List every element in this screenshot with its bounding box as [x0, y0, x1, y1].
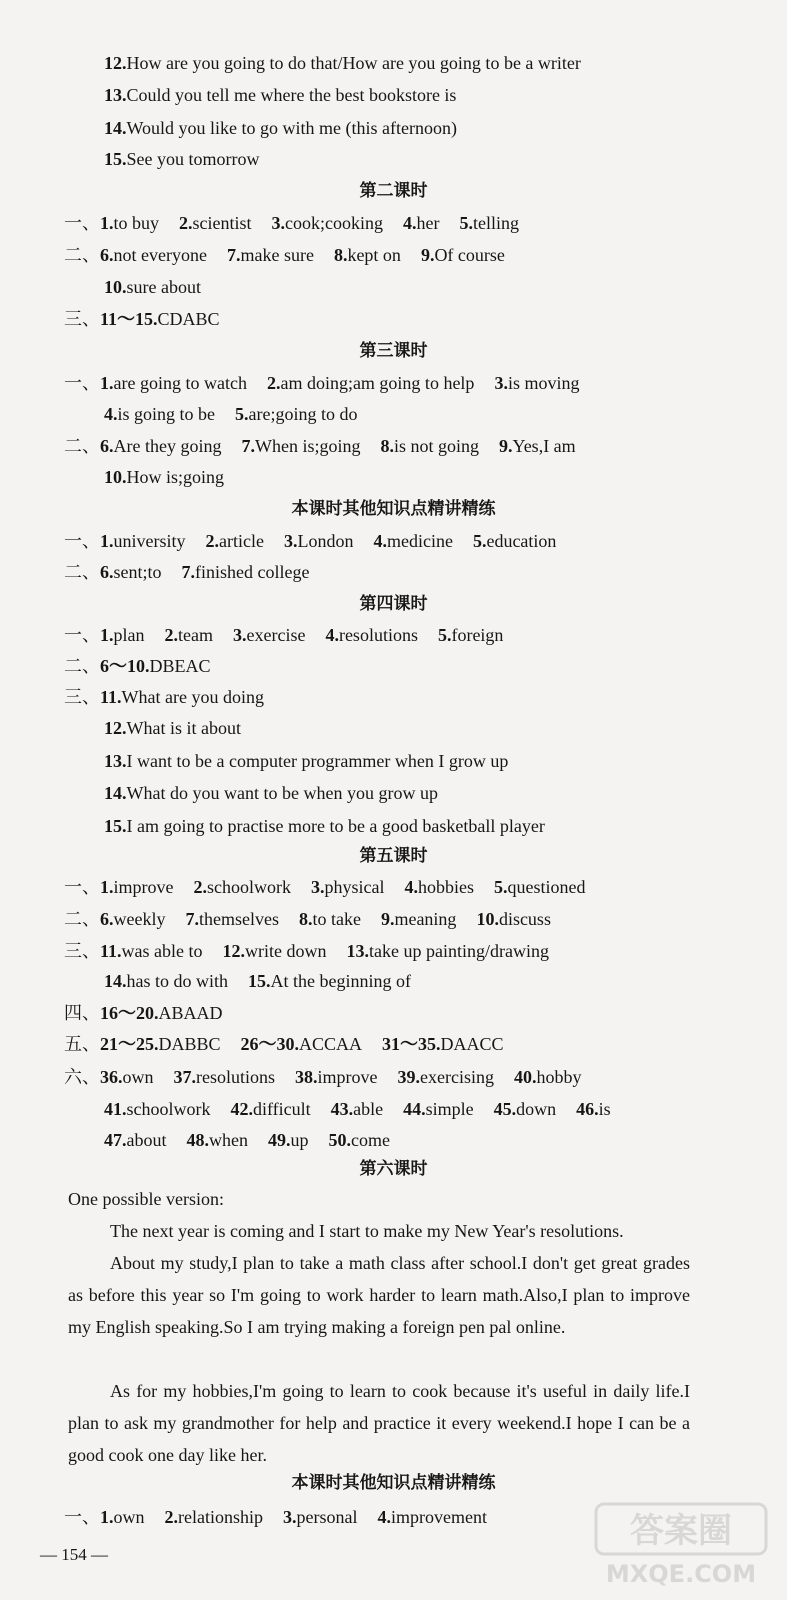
item-number: 12. [104, 718, 127, 738]
answer-text: What do you want to be when you grow up [126, 783, 438, 803]
answer-line [104, 750, 508, 772]
section-prefix: 二、 [64, 436, 100, 456]
section-prefix: 六、 [64, 1067, 100, 1087]
item-number: 8. [333, 245, 348, 265]
item-number: 13. [104, 85, 127, 105]
answer-line [64, 655, 211, 677]
answer-text: themselves [198, 909, 279, 929]
answer-line [64, 686, 264, 708]
answer-text: up [290, 1130, 309, 1150]
answer-text: own [113, 1507, 145, 1527]
answer-line [104, 52, 581, 74]
answer-text: difficult [253, 1099, 311, 1119]
heading-lesson-2: 第二课时 [359, 181, 428, 201]
answer-line [64, 876, 586, 898]
section-prefix: 二、 [64, 656, 100, 676]
item-number: 9. [380, 909, 395, 929]
item-number: 15. [104, 816, 127, 836]
item-number: 11. [100, 687, 122, 707]
answer-line [104, 1129, 390, 1151]
answer-text: discuss [498, 909, 551, 929]
item-number: 6. [100, 436, 114, 456]
answer-text: hobbies [418, 877, 474, 897]
section-prefix: 一、 [64, 373, 100, 393]
item-number: 15. [248, 971, 271, 991]
answer-text: are;going to do [248, 404, 358, 424]
answer-line [64, 435, 576, 457]
answer-text: questioned [507, 877, 586, 897]
answer-text: improve [317, 1067, 378, 1087]
answer-text: What are you doing [121, 687, 264, 707]
heading-lesson-4: 第四课时 [359, 594, 428, 614]
item-number: 2. [266, 373, 281, 393]
answer-text: take up painting/drawing [368, 941, 549, 961]
answer-text: Yes,I am [512, 436, 576, 456]
svg-text:答案圈: 答案圈 [630, 1511, 732, 1551]
answer-text: relationship [178, 1507, 263, 1527]
answer-line [64, 530, 556, 552]
item-number: 1. [100, 213, 114, 233]
answer-text: exercise [246, 625, 306, 645]
item-number: 6. [100, 245, 114, 265]
heading-extra-practice: 本课时其他知识点精讲精练 [291, 499, 496, 519]
section-prefix: 三、 [64, 941, 100, 961]
answer-text: was able to [121, 941, 203, 961]
item-number: 10. [476, 909, 499, 929]
answer-line [104, 970, 411, 992]
answer-line [104, 466, 224, 488]
answer-line [64, 244, 505, 266]
answer-text: hobby [536, 1067, 582, 1087]
item-number: 13. [104, 751, 127, 771]
answer-line [104, 1098, 611, 1120]
item-number: 10. [104, 467, 127, 487]
item-number: 1. [100, 373, 114, 393]
item-number: 2. [193, 877, 207, 897]
answer-text: medicine [386, 531, 453, 551]
item-number: 2. [179, 213, 193, 233]
section-prefix: 三、 [64, 309, 100, 329]
answer-line [64, 372, 579, 394]
answer-text: Would you like to go with me (this afternoon) [126, 118, 457, 138]
answer-line [64, 1506, 487, 1528]
heading-lesson-6: 第六课时 [359, 1159, 428, 1179]
item-number: 11. [100, 941, 122, 961]
item-number: 47. [104, 1130, 127, 1150]
answer-text: I am going to practise more to be a good basketball player [126, 816, 545, 836]
answer-text: CDABC [157, 309, 220, 329]
answer-text: is going to be [117, 404, 215, 424]
section-prefix: 一、 [64, 213, 100, 233]
item-number: 21～25. [100, 1034, 159, 1054]
answer-text: has to do with [126, 971, 228, 991]
answer-text: telling [472, 213, 519, 233]
item-number: 39. [397, 1067, 420, 1087]
answer-text: DAACC [440, 1034, 504, 1054]
item-number: 50. [328, 1130, 351, 1150]
answer-text: plan [113, 625, 145, 645]
item-number: 5. [459, 213, 473, 233]
watermark-logo [592, 1498, 772, 1590]
answer-line [104, 403, 357, 425]
item-number: 48. [186, 1130, 209, 1150]
item-number: 8. [380, 436, 394, 456]
answer-text: is moving [507, 373, 580, 393]
answer-text: sure about [126, 277, 201, 297]
answer-text: meaning [394, 909, 457, 929]
answer-line [104, 782, 438, 804]
item-number: 4. [325, 625, 339, 645]
answer-text: is [598, 1099, 611, 1119]
heading-lesson-5: 第五课时 [359, 846, 428, 866]
section-prefix: 四、 [64, 1003, 100, 1023]
answer-line [64, 940, 549, 962]
item-number: 43. [330, 1099, 354, 1119]
answer-text: resolutions [196, 1067, 275, 1087]
answer-text: I want to be a computer programmer when I grow up [126, 751, 509, 771]
item-number: 3. [311, 877, 325, 897]
item-number: 1. [100, 531, 114, 551]
page-number: — 154 — [40, 1545, 108, 1564]
answer-text: finished college [195, 562, 310, 582]
answer-text: scientist [192, 213, 252, 233]
item-number: 16～20. [100, 1003, 159, 1023]
answer-text: her [416, 213, 440, 233]
svg-text:MXQE.COM: MXQE.COM [605, 1560, 757, 1588]
item-number: 45. [493, 1099, 517, 1119]
item-number: 6. [100, 562, 114, 582]
item-number: 4. [403, 213, 417, 233]
item-number: 1. [100, 625, 114, 645]
answer-text: team [178, 625, 213, 645]
item-number: 7. [241, 436, 255, 456]
answer-line [104, 117, 457, 139]
answer-text: cook;cooking [285, 213, 383, 233]
answer-text: DBEAC [149, 656, 211, 676]
answer-text: exercising [420, 1067, 494, 1087]
item-number: 14. [104, 118, 127, 138]
item-number: 11～15. [100, 309, 158, 329]
essay-paragraph: The next year is coming and I start to make my New Year's resolutions. [110, 1221, 624, 1241]
answer-text: See you tomorrow [126, 149, 260, 169]
answer-text: simple [425, 1099, 474, 1119]
item-number: 3. [232, 625, 247, 645]
answer-text: Of course [434, 245, 505, 265]
answer-line [104, 84, 456, 106]
answer-line [64, 1033, 504, 1055]
answer-text: about [126, 1130, 167, 1150]
item-number: 2. [205, 531, 219, 551]
item-number: 7. [181, 562, 195, 582]
item-number: 3. [283, 531, 298, 551]
item-number: 4. [404, 877, 418, 897]
answer-text: not everyone [113, 245, 207, 265]
item-number: 46. [576, 1099, 599, 1119]
essay-intro: One possible version: [68, 1189, 224, 1209]
section-prefix: 五、 [64, 1034, 100, 1054]
answer-text: when [209, 1130, 248, 1150]
item-number: 26～30. [240, 1034, 300, 1054]
item-number: 36. [100, 1067, 123, 1087]
item-number: 15. [104, 149, 127, 169]
answer-text: article [219, 531, 264, 551]
answer-text: down [516, 1099, 557, 1119]
answer-text: physical [324, 877, 385, 897]
item-number: 10. [104, 277, 127, 297]
item-number: 37. [173, 1067, 196, 1087]
answer-text: ABAAD [158, 1003, 223, 1023]
answer-line [64, 1002, 223, 1024]
item-number: 6. [100, 909, 114, 929]
answer-text: schoolwork [207, 877, 291, 897]
item-number: 9. [420, 245, 435, 265]
answer-text: make sure [240, 245, 314, 265]
item-number: 3. [494, 373, 508, 393]
section-prefix: 二、 [64, 245, 100, 265]
item-number: 4. [377, 1507, 391, 1527]
answer-text: own [122, 1067, 154, 1087]
answer-text: come [351, 1130, 390, 1150]
item-number: 2. [164, 625, 178, 645]
answer-text: university [113, 531, 186, 551]
item-number: 12. [104, 53, 127, 73]
section-prefix: 三、 [64, 687, 100, 707]
answer-line [64, 561, 309, 583]
section-prefix: 二、 [64, 562, 100, 582]
answer-text: DABBC [158, 1034, 221, 1054]
answer-line [64, 1066, 581, 1088]
item-number: 5. [472, 531, 487, 551]
answer-text: London [297, 531, 354, 551]
item-number: 3. [271, 213, 286, 233]
item-number: 42. [230, 1099, 253, 1119]
answer-text: to buy [113, 213, 160, 233]
answer-text: How are you going to do that/How are you going to be a writer [126, 53, 581, 73]
item-number: 5. [437, 625, 452, 645]
heading-extra-practice-2: 本课时其他知识点精讲精练 [291, 1473, 496, 1493]
answer-text: Could you tell me where the best bookstore is [126, 85, 457, 105]
answer-text: schoolwork [126, 1099, 211, 1119]
item-number: 8. [298, 909, 313, 929]
answer-text: write down [245, 941, 327, 961]
answer-text: weekly [113, 909, 166, 929]
answer-text: are going to watch [113, 373, 247, 393]
answer-text: Are they going [113, 436, 222, 456]
item-number: 41. [104, 1099, 127, 1119]
item-number: 7. [185, 909, 199, 929]
answer-line [64, 624, 503, 646]
item-number: 44. [403, 1099, 426, 1119]
answer-line [104, 717, 241, 739]
section-prefix: 一、 [64, 625, 100, 645]
answer-text: What is it about [126, 718, 241, 738]
heading-lesson-3: 第三课时 [359, 341, 428, 361]
item-number: 14. [104, 783, 127, 803]
answer-text: improvement [390, 1507, 487, 1527]
answer-line [64, 908, 551, 930]
item-number: 1. [100, 877, 114, 897]
answer-text: able [353, 1099, 384, 1119]
item-number: 2. [164, 1507, 178, 1527]
item-number: 12. [222, 941, 245, 961]
answer-text: How is;going [126, 467, 225, 487]
item-number: 3. [282, 1507, 297, 1527]
answer-line [104, 815, 545, 837]
answer-text: kept on [347, 245, 401, 265]
answer-text: education [486, 531, 557, 551]
answer-text: am doing;am going to help [280, 373, 475, 393]
answer-text: foreign [451, 625, 504, 645]
item-number: 31～35. [382, 1034, 441, 1054]
answer-line [64, 308, 220, 330]
essay-paragraph: About my study,I plan to take a math class after school.I don't get great grades as before this year so I'm going to work harder to learn math.Also,I plan to improve my English speaking.So I am trying making a foreign pen pal online. [68, 1253, 690, 1337]
item-number: 40. [513, 1067, 537, 1087]
item-number: 5. [494, 877, 508, 897]
answer-text: ACCAA [299, 1034, 363, 1054]
answer-text: sent;to [113, 562, 162, 582]
section-prefix: 一、 [64, 531, 100, 551]
answer-text: personal [296, 1507, 358, 1527]
answer-text: to take [312, 909, 361, 929]
section-prefix: 一、 [64, 1507, 100, 1527]
section-prefix: 一、 [64, 877, 100, 897]
answer-line [104, 276, 201, 298]
answer-line [64, 212, 519, 234]
item-number: 1. [100, 1507, 114, 1527]
item-number: 6～10. [100, 656, 150, 676]
answer-text: is not going [393, 436, 479, 456]
answer-line [104, 148, 259, 170]
item-number: 5. [235, 404, 249, 424]
answer-text: resolutions [338, 625, 418, 645]
answer-text: When is;going [254, 436, 361, 456]
item-number: 4. [104, 404, 118, 424]
answer-text: improve [113, 877, 174, 897]
item-number: 7. [226, 245, 241, 265]
item-number: 38. [295, 1067, 318, 1087]
item-number: 13. [346, 941, 369, 961]
answer-text: At the beginning of [270, 971, 411, 991]
item-number: 4. [373, 531, 387, 551]
item-number: 14. [104, 971, 127, 991]
item-number: 9. [499, 436, 513, 456]
section-prefix: 二、 [64, 909, 100, 929]
essay-paragraph: As for my hobbies,I'm going to learn to cook because it's useful in daily life.I plan to ask my grandmother for help and practice it every weekend.I hope I can be a good cook one day like her. [68, 1381, 690, 1465]
item-number: 49. [268, 1130, 291, 1150]
